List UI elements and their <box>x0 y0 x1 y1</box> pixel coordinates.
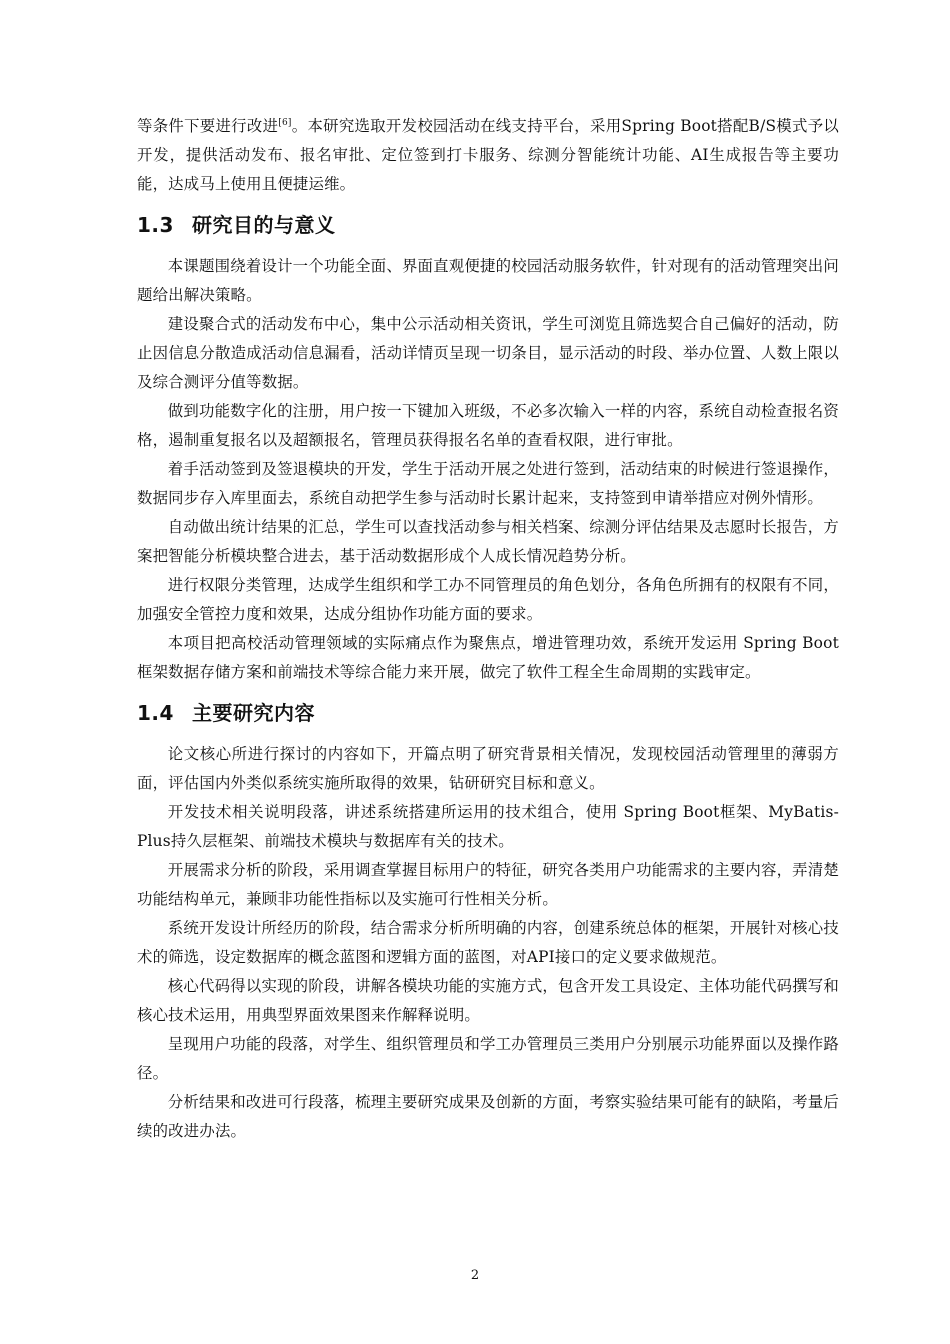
citation-marker: [6] <box>278 117 292 128</box>
section-title: 研究目的与意义 <box>192 213 336 237</box>
paragraph: 着手活动签到及签退模块的开发，学生于活动开展之处进行签到，活动结束的时候进行签退操作，数据同步存入库里面去，系统自动把学生参与活动时长累计起来，支持签到申请举措应对例外情形。 <box>137 460 839 507</box>
paragraph: 本项目把高校活动管理领域的实际痛点作为聚焦点，增进管理功效，系统开发运用 Spring Boot框架数据存储方案和前端技术等综合能力来开展，做完了软件工程全生命周期的实践审定。 <box>137 634 839 681</box>
paragraph: 系统开发设计所经历的阶段，结合需求分析所明确的内容，创建系统总体的框架，开展针对核心技术的筛选，设定数据库的概念蓝图和逻辑方面的蓝图，对API接口的定义要求做规范。 <box>137 919 839 966</box>
section-heading-1-4 <box>137 693 839 733</box>
paragraph: 自动做出统计结果的汇总，学生可以查找活动参与相关档案、综测分评估结果及志愿时长报告，方案把智能分析模块整合进去，基于活动数据形成个人成长情况趋势分析。 <box>137 518 839 565</box>
intro-text-after-citation: 。本研究选取开发校园活动在线支持平台，采用Spring Boot搭配B/S模式予以开发，提供活动发布、报名审批、定位签到打卡服务、综测分智能统计功能、AI生成报告等主要功能，达成马上使用且便捷运维。 <box>137 117 839 193</box>
paragraph: 建设聚合式的活动发布中心，集中公示活动相关资讯，学生可浏览且筛选契合自己偏好的活动，防止因信息分散造成活动信息漏看，活动详情页呈现一切条目，显示活动的时段、举办位置、人数上限以及综合测评分值等数据。 <box>137 315 839 391</box>
section-number: 1.4 <box>137 701 174 725</box>
paragraph: 进行权限分类管理，达成学生组织和学工办不同管理员的角色划分，各角色所拥有的权限有不同，加强安全管控力度和效果，达成分组协作功能方面的要求。 <box>137 576 839 623</box>
paragraph: 分析结果和改进可行段落，梳理主要研究成果及创新的方面，考察实验结果可能有的缺陷，考量后续的改进办法。 <box>137 1093 839 1140</box>
page-number: 2 <box>470 1268 480 1283</box>
section-number: 1.3 <box>137 213 174 237</box>
page-body <box>137 112 839 1146</box>
intro-text-before-citation: 等条件下要进行改进 <box>137 117 279 135</box>
paragraph: 核心代码得以实现的阶段，讲解各模块功能的实施方式，包含开发工具设定、主体功能代码撰写和核心技术运用，用典型界面效果图来作解释说明。 <box>137 977 839 1024</box>
paragraph: 开发技术相关说明段落，讲述系统搭建所运用的技术组合，使用 Spring Boot框架、MyBatis-Plus持久层框架、前端技术模块与数据库有关的技术。 <box>137 803 839 850</box>
paragraph: 呈现用户功能的段落，对学生、组织管理员和学工办管理员三类用户分别展示功能界面以及操作路径。 <box>137 1035 839 1082</box>
paragraph: 开展需求分析的阶段，采用调查掌握目标用户的特征，研究各类用户功能需求的主要内容，弄清楚功能结构单元，兼顾非功能性指标以及实施可行性相关分析。 <box>137 861 839 908</box>
paragraph: 论文核心所进行探讨的内容如下，开篇点明了研究背景相关情况，发现校园活动管理里的薄弱方面，评估国内外类似系统实施所取得的效果，钻研研究目标和意义。 <box>137 745 839 792</box>
section-heading-1-3 <box>137 205 839 245</box>
intro-paragraph <box>137 112 839 199</box>
paragraph: 做到功能数字化的注册，用户按一下键加入班级，不必多次输入一样的内容，系统自动检查报名资格，遏制重复报名以及超额报名，管理员获得报名名单的查看权限，进行审批。 <box>137 402 839 449</box>
paragraph: 本课题围绕着设计一个功能全面、界面直观便捷的校园活动服务软件，针对现有的活动管理突出问题给出解决策略。 <box>137 257 839 304</box>
section-title: 主要研究内容 <box>192 701 315 725</box>
